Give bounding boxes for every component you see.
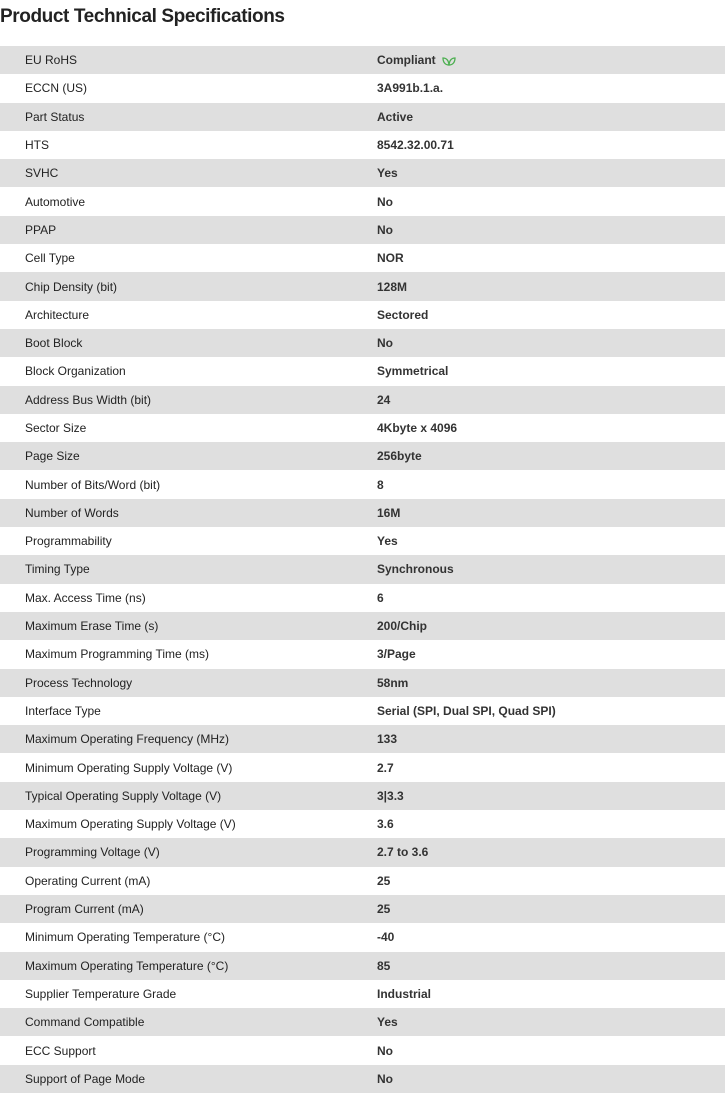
table-row (0, 414, 725, 442)
table-row (0, 329, 725, 357)
spec-value-text: 4Kbyte x 4096 (377, 421, 458, 435)
spec-value-text: Compliant (377, 53, 436, 68)
spec-value (377, 761, 394, 775)
spec-label: Maximum Operating Frequency (MHz) (25, 732, 230, 747)
spec-value (377, 732, 397, 746)
spec-value (377, 959, 390, 973)
spec-label: Sector Size (25, 421, 87, 435)
spec-value-text: 200/Chip (377, 619, 428, 634)
spec-value-text: Yes (377, 534, 398, 549)
spec-value (377, 449, 422, 463)
spec-label: Boot Block (25, 336, 83, 351)
spec-value-text: No (377, 1043, 393, 1058)
spec-value-text: 3.6 (377, 817, 394, 832)
spec-label: Programmability (25, 534, 112, 549)
table-row (0, 301, 725, 329)
table-row (0, 640, 725, 668)
spec-label: Maximum Operating Temperature (°C) (25, 958, 229, 973)
spec-label: Supplier Temperature Grade (25, 986, 177, 1001)
spec-value (377, 81, 443, 95)
spec-value-text: 3|3.3 (377, 788, 404, 803)
spec-label: Interface Type (25, 703, 101, 718)
spec-value-text: No (377, 336, 393, 351)
spec-value-text: 133 (377, 732, 398, 747)
spec-value-text: 85 (377, 958, 391, 973)
table-row (0, 159, 725, 187)
spec-value-text: 58nm (377, 675, 409, 690)
table-row (0, 46, 725, 74)
spec-value-text: Industrial (377, 986, 432, 1001)
spec-label: Timing Type (25, 562, 90, 577)
table-row (0, 697, 725, 725)
spec-value (377, 534, 398, 548)
spec-value-text: 25 (377, 902, 391, 917)
table-row (0, 216, 725, 244)
spec-value (377, 845, 428, 859)
table-row (0, 810, 725, 838)
table-row (0, 1065, 725, 1093)
spec-value-text: 8 (377, 477, 384, 492)
spec-value (377, 393, 390, 407)
spec-label: Maximum Erase Time (s) (25, 619, 159, 634)
spec-value (377, 1044, 393, 1058)
table-row (0, 272, 725, 300)
spec-label: SVHC (25, 166, 59, 181)
spec-value (377, 478, 384, 492)
spec-value (377, 506, 400, 520)
spec-label: Maximum Operating Supply Voltage (V) (25, 817, 236, 832)
spec-value (377, 336, 393, 350)
spec-value (377, 223, 393, 237)
table-row (0, 499, 725, 527)
spec-label: Operating Current (mA) (25, 873, 151, 888)
table-row (0, 470, 725, 498)
spec-label: Chip Density (bit) (25, 279, 118, 294)
table-row (0, 1036, 725, 1064)
spec-label: Number of Words (25, 505, 119, 520)
spec-value-text: Symmetrical (377, 364, 449, 379)
table-row (0, 782, 725, 810)
spec-value-text: 24 (377, 392, 391, 407)
spec-label: Cell Type (25, 251, 75, 266)
spec-value (377, 53, 456, 67)
spec-label: Part Status (25, 109, 85, 124)
spec-label: PPAP (25, 222, 57, 237)
spec-value (377, 1072, 393, 1086)
spec-label: Architecture (25, 307, 90, 322)
spec-value (377, 166, 398, 180)
spec-value-text: 128M (377, 279, 408, 294)
table-row (0, 386, 725, 414)
spec-label: Number of Bits/Word (bit) (25, 477, 161, 492)
spec-table (0, 46, 725, 1093)
spec-value-text: Synchronous (377, 562, 454, 577)
table-row (0, 669, 725, 697)
spec-value-text: 25 (377, 873, 391, 888)
table-row (0, 442, 725, 470)
spec-value (377, 251, 404, 265)
spec-value-text: Sectored (377, 307, 429, 322)
table-row (0, 187, 725, 215)
spec-value-text: 3/Page (377, 647, 416, 662)
table-row (0, 1008, 725, 1036)
spec-value-text: Serial (SPI, Dual SPI, Quad SPI) (377, 703, 556, 718)
spec-label: Minimum Operating Supply Voltage (V) (25, 760, 233, 775)
spec-label: Automotive (25, 194, 86, 209)
table-row (0, 725, 725, 753)
table-row (0, 584, 725, 612)
spec-value (377, 562, 454, 576)
spec-value (377, 1015, 398, 1029)
spec-value-text: No (377, 222, 393, 237)
table-row (0, 74, 725, 102)
table-row (0, 357, 725, 385)
spec-value-text: Active (377, 109, 414, 124)
spec-value (377, 789, 404, 803)
spec-value-text: 8542.32.00.71 (377, 138, 454, 153)
table-row (0, 952, 725, 980)
spec-value (377, 308, 428, 322)
spec-label: Program Current (mA) (25, 902, 144, 917)
spec-value (377, 930, 394, 944)
spec-value (377, 647, 416, 661)
spec-value (377, 902, 390, 916)
table-row (0, 555, 725, 583)
spec-value (377, 676, 408, 690)
table-row (0, 753, 725, 781)
spec-label: Maximum Programming Time (ms) (25, 647, 210, 662)
table-row (0, 895, 725, 923)
spec-label: Minimum Operating Temperature (°C) (25, 930, 225, 945)
spec-value (377, 421, 457, 435)
table-row (0, 980, 725, 1008)
spec-value-text: No (377, 1071, 393, 1086)
spec-label: EU RoHS (25, 53, 78, 68)
spec-label: Max. Access Time (ns) (25, 590, 146, 605)
leaf-icon (442, 55, 456, 65)
spec-value-text: -40 (377, 930, 395, 945)
spec-value-text: 256byte (377, 449, 422, 464)
spec-value (377, 987, 431, 1001)
spec-value (377, 110, 413, 124)
spec-value-text: No (377, 194, 393, 209)
spec-value (377, 619, 427, 633)
table-row (0, 103, 725, 131)
spec-label: Programming Voltage (V) (25, 845, 160, 860)
spec-value (377, 817, 394, 831)
table-row (0, 867, 725, 895)
table-row (0, 923, 725, 951)
spec-value (377, 138, 454, 152)
table-row (0, 244, 725, 272)
spec-label: Block Organization (25, 364, 126, 379)
table-row (0, 527, 725, 555)
spec-label: HTS (25, 138, 49, 153)
spec-label: Command Compatible (25, 1015, 145, 1030)
table-row (0, 838, 725, 866)
spec-value-text: 6 (377, 590, 384, 605)
spec-value-text: Yes (377, 1015, 398, 1030)
table-row (0, 612, 725, 640)
spec-label: Support of Page Mode (25, 1071, 146, 1086)
spec-value-text: 3A991b.1.a. (377, 81, 444, 96)
spec-label: Typical Operating Supply Voltage (V) (25, 788, 222, 803)
spec-label: ECC Support (25, 1043, 96, 1058)
spec-value-text: Yes (377, 166, 398, 181)
spec-value (377, 280, 407, 294)
spec-label: Address Bus Width (bit) (25, 392, 152, 407)
spec-value-text: 2.7 to 3.6 (377, 845, 429, 860)
page-title: Product Technical Specifications (0, 6, 285, 27)
spec-value-text: NOR (377, 251, 404, 266)
spec-value-text: 2.7 (377, 760, 394, 775)
spec-value (377, 874, 390, 888)
spec-value (377, 704, 556, 718)
spec-label: Page Size (25, 449, 80, 464)
spec-value (377, 364, 448, 378)
spec-label: ECCN (US) (25, 81, 87, 96)
spec-label: Process Technology (25, 675, 133, 690)
table-row (0, 131, 725, 159)
spec-value (377, 591, 384, 605)
spec-value-text: 16M (377, 505, 401, 520)
spec-value (377, 195, 393, 209)
